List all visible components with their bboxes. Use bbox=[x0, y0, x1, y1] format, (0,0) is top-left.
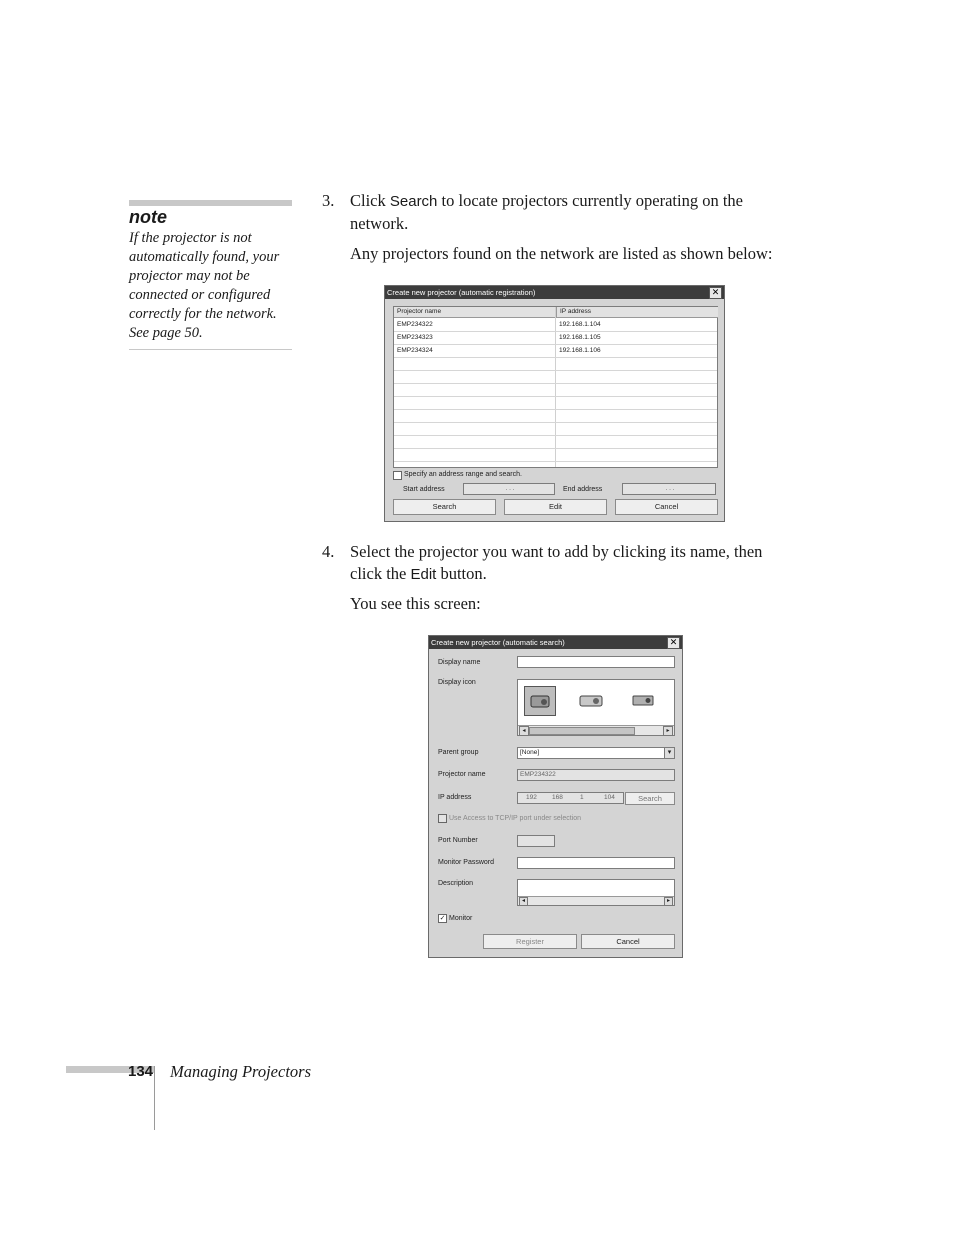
description-textarea[interactable] bbox=[517, 879, 675, 906]
start-address-label: Start address bbox=[403, 486, 445, 493]
automatic-search-dialog bbox=[428, 635, 683, 958]
table-row[interactable] bbox=[394, 345, 717, 358]
ip-address-cell: 192.168.1.106 bbox=[559, 347, 601, 354]
close-icon[interactable]: ✕ bbox=[667, 637, 680, 649]
step-3-ui-term: Search bbox=[389, 193, 438, 210]
monitor-label: Monitor bbox=[449, 915, 473, 922]
scroll-thumb[interactable] bbox=[529, 727, 635, 735]
ip-octet-3: 1 bbox=[580, 794, 584, 801]
projector-icon-3[interactable] bbox=[628, 686, 658, 714]
column-header-projector-name[interactable]: Projector name bbox=[394, 307, 555, 318]
footer-vertical-rule bbox=[154, 1066, 155, 1130]
scroll-right-icon[interactable]: ▸ bbox=[663, 726, 673, 736]
parent-group-select[interactable] bbox=[517, 747, 675, 759]
step-3-text bbox=[350, 190, 780, 235]
dialog-1-title: Create new projector (automatic registration) bbox=[387, 288, 536, 297]
ip-search-button[interactable]: Search bbox=[625, 792, 675, 805]
note-title: note bbox=[129, 207, 167, 227]
page-number: 134 bbox=[128, 1063, 154, 1080]
table-row[interactable] bbox=[394, 332, 717, 345]
empty-row bbox=[394, 358, 717, 371]
ip-address-field bbox=[517, 792, 624, 804]
projector-name-cell: EMP234324 bbox=[397, 347, 433, 354]
search-button[interactable]: Search bbox=[393, 499, 496, 515]
empty-row bbox=[394, 410, 717, 423]
projector-2-icon bbox=[576, 686, 606, 714]
dialog-1-titlebar bbox=[385, 286, 724, 299]
projector-1-icon bbox=[525, 687, 555, 715]
dialog-2-titlebar bbox=[429, 636, 682, 649]
step-4-prefix: Select the projector you want to add by clicking its name, then click the bbox=[350, 542, 763, 583]
scroll-left-icon[interactable]: ◂ bbox=[519, 897, 528, 906]
empty-row bbox=[394, 423, 717, 436]
parent-group-value: [None] bbox=[520, 749, 540, 756]
start-address-field[interactable]: . . . bbox=[463, 483, 555, 495]
end-address-label: End address bbox=[563, 486, 603, 493]
step-4-suffix: button. bbox=[436, 564, 487, 583]
display-name-input[interactable] bbox=[517, 656, 675, 668]
projector-name-cell: EMP234323 bbox=[397, 334, 433, 341]
end-address-field[interactable]: . . . bbox=[622, 483, 716, 495]
port-number-field bbox=[517, 835, 555, 847]
ip-octet-2: 168 bbox=[552, 794, 563, 801]
dialog-2-title: Create new projector (automatic search) bbox=[431, 638, 565, 647]
projector-3-icon bbox=[628, 686, 658, 714]
ip-address-label: IP address bbox=[438, 794, 472, 801]
cancel-button[interactable]: Cancel bbox=[581, 934, 675, 949]
cancel-button[interactable]: Cancel bbox=[615, 499, 718, 515]
table-row[interactable] bbox=[394, 319, 717, 332]
monitor-password-input[interactable] bbox=[517, 857, 675, 869]
specify-range-label: Specify an address range and search. bbox=[404, 471, 522, 478]
empty-row bbox=[394, 371, 717, 384]
note-text: If the projector is not automatically found, your projector may not be connected or configured correctly for the network. See page 50. bbox=[129, 230, 280, 341]
close-icon[interactable]: ✕ bbox=[709, 287, 722, 299]
step-4-ui-term: Edit bbox=[410, 566, 437, 583]
port-checkbox[interactable] bbox=[438, 814, 447, 823]
note-divider-bottom bbox=[129, 349, 292, 350]
ip-octet-4: 104 bbox=[604, 794, 615, 801]
empty-row bbox=[394, 436, 717, 449]
step-3-suffix: to locate projectors currently operating on the network. bbox=[350, 191, 744, 233]
port-number-label: Port Number bbox=[438, 837, 478, 844]
register-button[interactable]: Register bbox=[483, 934, 577, 949]
column-header-ip-address[interactable]: IP address bbox=[556, 307, 718, 318]
display-icon-picker[interactable] bbox=[517, 679, 675, 736]
ip-address-cell: 192.168.1.105 bbox=[559, 334, 601, 341]
projector-icon-2[interactable] bbox=[576, 686, 606, 714]
display-name-label: Display name bbox=[438, 659, 481, 666]
projector-name-label: Projector name bbox=[438, 771, 486, 778]
note-divider-top bbox=[129, 200, 292, 206]
projector-name-field: EMP234322 bbox=[517, 769, 675, 781]
chevron-down-icon[interactable]: ▾ bbox=[664, 748, 674, 758]
edit-button[interactable]: Edit bbox=[504, 499, 607, 515]
automatic-registration-dialog bbox=[384, 285, 725, 522]
step-3-followup: Any projectors found on the network are listed as shown below: bbox=[350, 244, 773, 263]
parent-group-label: Parent group bbox=[438, 749, 479, 756]
empty-row bbox=[394, 397, 717, 410]
step-4-number: 4. bbox=[322, 542, 335, 561]
icon-scrollbar[interactable] bbox=[518, 725, 674, 735]
step-4-followup: You see this screen: bbox=[350, 594, 481, 613]
monitor-checkbox[interactable]: ✓ bbox=[439, 915, 446, 922]
port-checkbox-label: Use Access to TCP/IP port under selection bbox=[449, 815, 582, 822]
projector-name-cell: EMP234322 bbox=[397, 321, 433, 328]
display-icon-label: Display icon bbox=[438, 679, 476, 686]
step-3-prefix: Click bbox=[350, 191, 390, 210]
scroll-left-icon[interactable]: ◂ bbox=[519, 726, 529, 736]
monitor-password-label: Monitor Password bbox=[438, 859, 495, 866]
projector-list[interactable] bbox=[393, 306, 718, 468]
section-title: Managing Projectors bbox=[170, 1062, 311, 1081]
step-4-text bbox=[350, 541, 780, 586]
step-3-number: 3. bbox=[322, 191, 335, 210]
scroll-right-icon[interactable]: ▸ bbox=[664, 897, 673, 906]
specify-range-checkbox[interactable] bbox=[393, 471, 402, 480]
empty-row bbox=[394, 449, 717, 462]
projector-icon-1-selected[interactable] bbox=[524, 686, 556, 716]
ip-octet-1: 192 bbox=[526, 794, 537, 801]
ip-address-cell: 192.168.1.104 bbox=[559, 321, 601, 328]
empty-row bbox=[394, 384, 717, 397]
description-label: Description bbox=[438, 880, 474, 887]
description-scrollbar[interactable] bbox=[518, 896, 674, 905]
